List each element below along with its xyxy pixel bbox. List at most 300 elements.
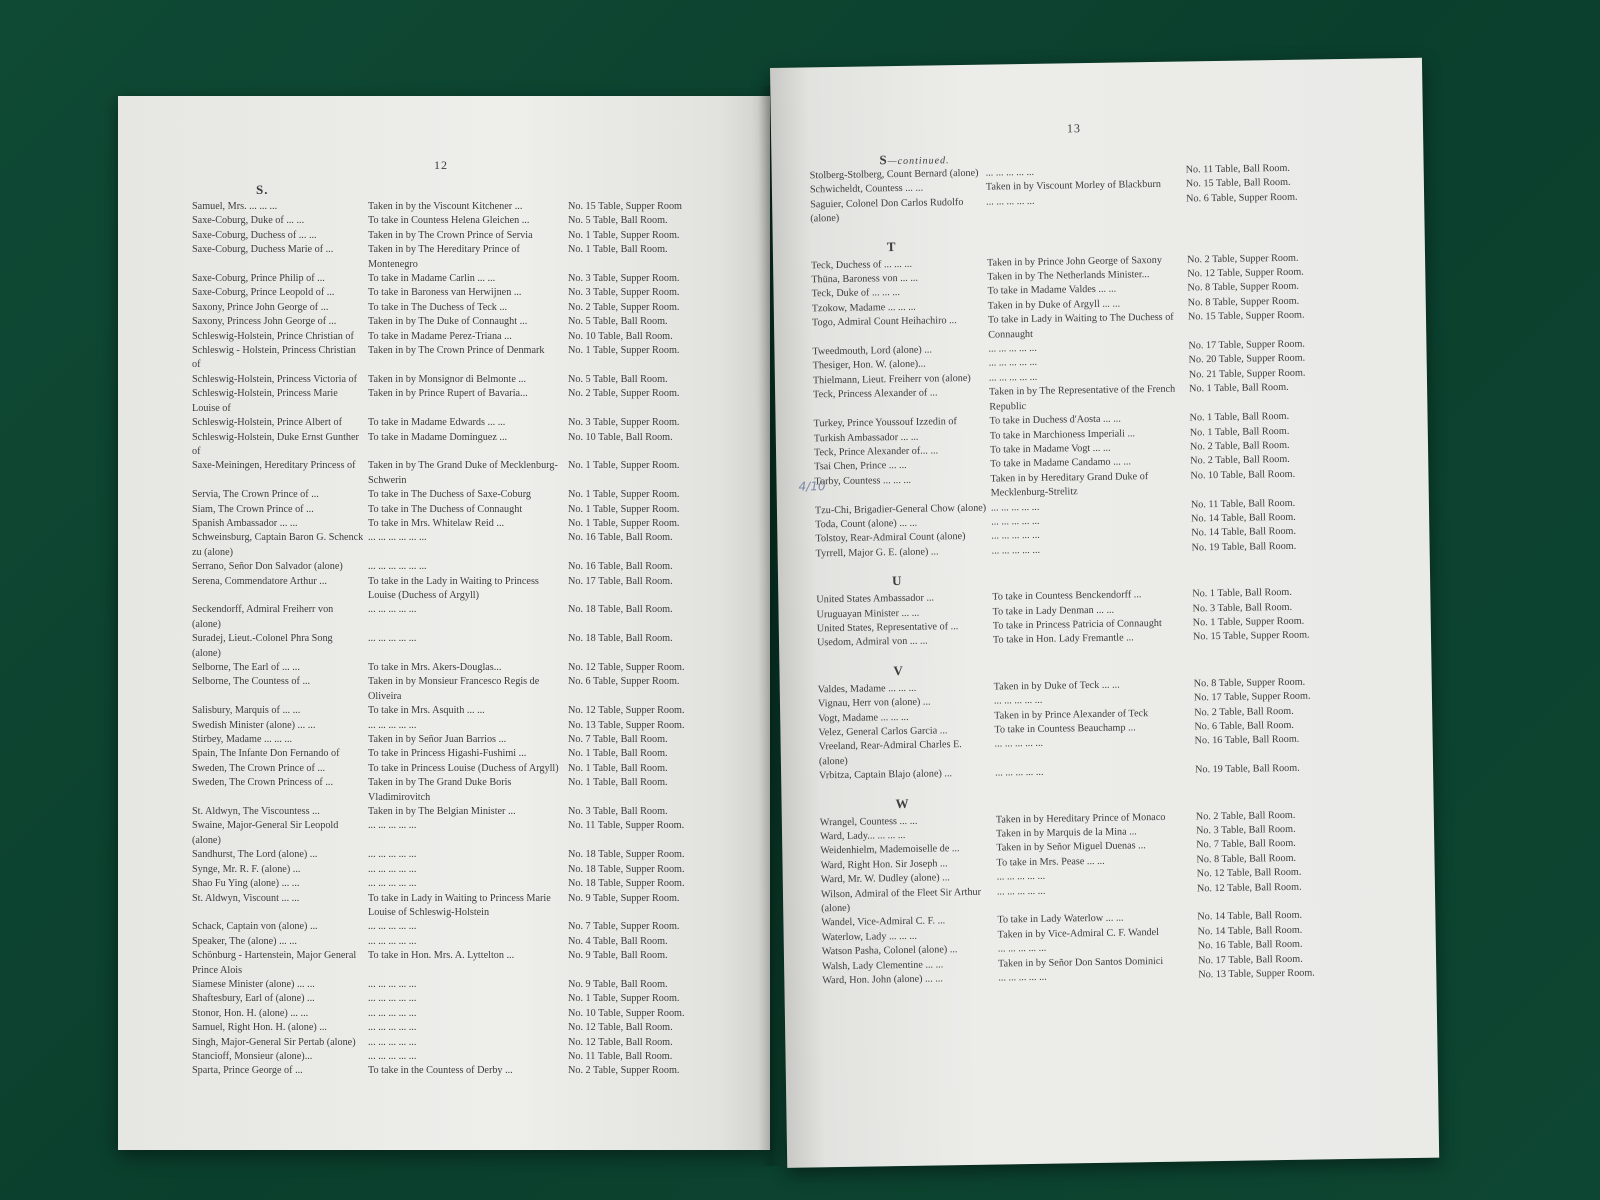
entry-name: Tsai Chen, Prince ... ... [814, 460, 907, 473]
entry-name: Swaine, Major-General Sir Leopold (alone) [192, 820, 339, 846]
entry-partner: To take in Mrs. Whitelaw Reid ... [368, 517, 505, 529]
entry-name: Schleswig-Holstein, Princess Marie Louise of [192, 388, 338, 414]
entry-name: Togo, Admiral Count Heihachiro ... [811, 315, 957, 329]
section-heading-s-continued [879, 151, 949, 168]
entry-partner: Taken in by Monsieur Francesco Regis de Oliveira [368, 676, 540, 702]
entry-partner: ... ... ... ... ... [368, 849, 417, 861]
entry-name: Sparta, Prince George of ... [192, 1065, 303, 1077]
entry-table: No. 6 Table, Ball Room. [1194, 719, 1295, 733]
entry-partner: To take in Mrs. Pease ... ... [996, 855, 1105, 869]
entry-name: Stancioff, Monsieur (alone)... [192, 1050, 313, 1062]
list-item [192, 344, 718, 373]
list-item [192, 776, 718, 805]
entry-partner: ... ... ... ... ... [368, 1050, 417, 1062]
entry-partner: Taken in by Prince Rupert of Bavaria... [368, 388, 528, 400]
list-item [192, 373, 718, 387]
entry-table: No. 12 Table, Ball Room. [1196, 867, 1302, 880]
entry-partner: To take in Lady in Waiting to Princess Marie Louise of Schleswig-Holstein [368, 892, 551, 918]
entry-name: Teck, Duke of ... ... ... [811, 287, 901, 300]
entry-name: Saxe-Coburg, Duke of ... ... [192, 215, 305, 227]
entry-table: No. 8 Table, Ball Room. [1196, 852, 1297, 866]
entry-name: Uruguayan Minister ... ... [816, 607, 920, 620]
entry-table: No. 5 Table, Ball Room. [568, 373, 668, 385]
entry-partner: ... ... ... ... ... [368, 1036, 417, 1048]
entry-partner: To take in Princess Patricia of Connaught [992, 617, 1162, 632]
entry-name: Teck, Princess Alexander of ... [813, 387, 938, 401]
entry-name: Watson Pasha, Colonel (alone) ... [821, 944, 958, 958]
entry-name: Shao Fu Ying (alone) ... ... [192, 878, 300, 890]
entry-name: Selborne, The Earl of ... ... [192, 662, 300, 673]
entry-table: No. 10 Table, Ball Room. [1190, 468, 1296, 482]
entry-partner: ... ... ... ... ... [990, 501, 1040, 514]
list-item [192, 978, 718, 992]
entry-partner: ... ... ... ... ... [993, 694, 1043, 707]
entry-partner: Taken in by The Crown Prince of Denmark [368, 345, 545, 357]
left-entry-list [192, 200, 718, 1079]
entry-table: No. 1 Table, Supper Room. [568, 503, 680, 515]
entry-table: No. 12 Table, Supper Room. [568, 662, 685, 673]
entry-partner: Taken in by Hereditary Grand Duke of Mecklenburg-Strelitz [990, 470, 1149, 499]
entry-partner: ... ... ... ... ... [994, 738, 1044, 750]
entry-table: No. 11 Table, Ball Room. [1190, 497, 1296, 510]
entry-partner: Taken in by Hereditary Prince of Monaco [995, 811, 1166, 826]
entry-partner: Taken in by Vice-Admiral C. F. Wandel [997, 926, 1160, 941]
entry-table: No. 18 Table, Supper Room. [568, 878, 685, 890]
list-item [192, 762, 718, 776]
entry-name: Tzokow, Madame ... ... ... [811, 301, 916, 315]
entry-table: No. 1 Table, Ball Room. [568, 762, 668, 774]
entry-partner: Taken in by Prince John George of Saxony [986, 254, 1162, 269]
entry-partner: To take in Mrs. Asquith ... ... [368, 705, 485, 717]
entry-partner: Taken in by The Crown Prince of Servia [368, 229, 533, 241]
entry-name: St. Aldwyn, The Viscountess ... [192, 806, 320, 818]
entry-partner: Taken in by Señor Don Santos Dominici [998, 955, 1164, 970]
entry-name: Saguier, Colonel Don Carlos Rudolfo (alone) [810, 196, 964, 225]
entry-name: Serena, Commendatore Arthur ... [192, 575, 327, 587]
entry-table: No. 17 Table, Supper Room. [1188, 338, 1306, 352]
entry-name: Selborne, The Countess of ... [192, 676, 311, 688]
entry-name: Tyrrell, Major G. E. (alone) ... [815, 546, 939, 560]
entry-name: Singh, Major-General Sir Pertab (alone) [192, 1036, 356, 1048]
entry-name: Schleswig-Holstein, Prince Christian of [192, 330, 354, 342]
entry-partner: ... ... ... ... ... [985, 166, 1035, 179]
entry-name: Toda, Count (alone) ... ... [815, 517, 918, 531]
entry-name: Saxony, Prince John George of ... [192, 301, 329, 313]
entry-table: No. 1 Table, Supper Room. [1192, 615, 1305, 629]
entry-name: Thielmann, Lieut. Freiherr von (alone) [812, 372, 971, 387]
list-item [192, 1036, 718, 1050]
entry-table: No. 15 Table, Ball Room. [1185, 177, 1291, 190]
entry-name: Wilson, Admiral of the Fleet Sir Arthur (alone) [820, 886, 982, 915]
entry-partner: ... ... ... ... ... [988, 342, 1037, 355]
entry-table: No. 12 Table, Ball Room. [568, 1036, 673, 1048]
entry-partner: Taken in by Duke of Teck ... ... [993, 679, 1120, 693]
entry-partner: To take in The Duchess of Connaught [368, 503, 523, 515]
entry-table: No. 18 Table, Supper Room. [568, 849, 685, 861]
continued-suffix: —continued. [887, 155, 950, 168]
entry-name: Turkish Ambassador ... ... [813, 431, 919, 444]
entry-partner: To take in Hon. Lady Fremantle ... [992, 632, 1134, 646]
entry-name: Weidenhielm, Mademoiselle de ... [820, 843, 960, 857]
entry-table: No. 5 Table, Ball Room. [568, 316, 668, 328]
entry-table: No. 2 Table, Supper Room. [1186, 252, 1299, 266]
entry-partner: To take in Countess Helena Gleichen ... [368, 215, 530, 227]
entry-table: No. 1 Table, Supper Room. [568, 517, 680, 529]
entry-table: No. 5 Table, Ball Room. [568, 215, 668, 227]
entry-table: No. 12 Table, Supper Room. [568, 705, 685, 717]
entry-name: United States Ambassador ... [816, 592, 935, 606]
entry-partner: To take in Lady Denman ... ... [992, 604, 1115, 618]
entry-partner: ... ... ... ... ... [988, 357, 1038, 370]
entry-partner: ... ... ... ... ... [996, 871, 1046, 883]
entry-name: Salisbury, Marquis of ... ... [192, 705, 301, 717]
entry-table: No. 13 Table, Supper Room. [1198, 967, 1315, 981]
entry-table: No. 16 Table, Ball Room. [568, 561, 673, 573]
entry-name: Teck, Duchess of ... ... ... [811, 258, 913, 272]
entry-partner: To take in Mrs. Akers-Douglas... [368, 662, 502, 673]
entry-name: Wandel, Vice-Admiral C. F. ... [821, 915, 946, 929]
entry-name: Sweden, The Crown Princess of ... [192, 777, 334, 789]
entry-name: Speaker, The (alone) ... ... [192, 935, 297, 947]
entry-partner: ... ... ... ... ... [991, 544, 1041, 557]
list-item [192, 848, 718, 862]
list-item [192, 330, 718, 344]
entry-name: Seckendorff, Admiral Freiherr von (alone) [192, 604, 334, 630]
entry-name: Synge, Mr. R. F. (alone) ... [192, 863, 301, 875]
entry-table: No. 1 Table, Ball Room. [568, 748, 668, 760]
entry-table: No. 9 Table, Ball Room. [568, 978, 668, 990]
list-item [192, 675, 718, 704]
entry-partner: To take in Marchioness Imperiali ... [989, 427, 1136, 442]
list-item [192, 892, 718, 921]
entry-name: Sweden, The Crown Prince of ... [192, 762, 326, 774]
entry-name: Samuel, Right Hon. H. (alone) ... [192, 1022, 327, 1034]
entry-partner: To take in Madame Candamo ... ... [990, 456, 1132, 470]
entry-name: Schweinsburg, Captain Baron G. Schenck zu (alone) [192, 532, 364, 558]
entry-partner: Taken in by Señor Juan Barrios ... [368, 734, 507, 746]
entry-table: No. 8 Table, Supper Room. [1187, 295, 1300, 309]
entry-name: Schleswig - Holstein, Princess Christian of [192, 345, 356, 371]
entry-table: No. 1 Table, Supper Room. [568, 345, 680, 357]
entry-partner: ... ... ... ... ... [997, 943, 1047, 955]
entry-table: No. 10 Table, Ball Room. [568, 330, 673, 342]
entry-table: No. 2 Table, Ball Room. [1189, 439, 1290, 453]
entry-name: Saxe-Coburg, Duchess Marie of ... [192, 244, 334, 256]
list-item [192, 920, 718, 934]
list-item [192, 431, 718, 460]
entry-name: Schwicheldt, Countess ... ... [809, 183, 924, 196]
list-item [192, 214, 718, 228]
entry-table: No. 2 Table, Ball Room. [1194, 705, 1294, 719]
entry-table: No. 3 Table, Supper Room. [568, 273, 680, 285]
entry-partner: ... ... ... ... ... [991, 515, 1040, 528]
list-item [192, 301, 718, 315]
list-item [192, 819, 718, 848]
entry-table: No. 18 Table, Supper Room. [568, 863, 685, 875]
entry-name: Siam, The Crown Prince of ... [192, 503, 314, 515]
entry-name: Valdes, Madame ... ... ... [817, 682, 917, 696]
entry-partner: Taken in by Monsignor di Belmonte ... [368, 373, 527, 385]
entry-partner: To take in The Duchess of Teck ... [368, 301, 508, 313]
entry-partner: Taken in by The Netherlands Minister... [987, 269, 1150, 283]
entry-name: Walsh, Lady Clementine ... ... [822, 959, 944, 972]
entry-partner: To take in Lady in Waiting to The Duchess of Connaught [987, 311, 1174, 341]
entry-partner: To take in Countess Benckendorff ... [992, 589, 1142, 603]
entry-table: No. 1 Table, Ball Room. [568, 777, 668, 789]
entry-partner: ... ... ... ... ... [368, 935, 417, 947]
list-item [192, 733, 718, 747]
entry-name: Schleswig-Holstein, Princess Victoria of [192, 373, 358, 385]
entry-name: Thüna, Baroness von ... ... [811, 272, 919, 286]
entry-name: Shaftesbury, Earl of (alone) ... [192, 993, 315, 1005]
entry-partner: Taken in by Duke of Argyll ... ... [987, 298, 1121, 312]
entry-partner: To take in the Countess of Derby ... [368, 1065, 513, 1077]
entry-table: No. 3 Table, Ball Room. [1192, 601, 1293, 614]
entry-table: No. 14 Table, Ball Room. [1191, 511, 1296, 525]
entry-table: No. 2 Table, Ball Room. [1195, 809, 1296, 823]
entry-table: No. 2 Table, Supper Room. [568, 301, 680, 313]
entry-partner: Taken in by Señor Miguel Duenas ... [996, 840, 1146, 854]
entry-name: Spain, The Infante Don Fernando of [192, 748, 340, 760]
entry-table: No. 15 Table, Supper Room. [1187, 309, 1305, 323]
entry-name: Saxe-Meiningen, Hereditary Princess of [192, 460, 356, 472]
entry-table: No. 19 Table, Ball Room. [1194, 762, 1300, 776]
list-item [192, 200, 718, 214]
entry-partner: ... ... ... ... ... [996, 885, 1046, 898]
entry-name: Tolstoy, Rear-Admiral Count (alone) [815, 531, 966, 545]
entry-partner: ... ... ... ... ... [368, 719, 417, 731]
list-item [192, 503, 718, 517]
list-item [192, 992, 718, 1006]
entry-name: Usedom, Admiral von ... ... [816, 635, 928, 649]
list-item [192, 632, 718, 661]
entry-table: No. 6 Table, Supper Room. [1186, 191, 1298, 205]
list-item [192, 1021, 718, 1035]
entry-table: No. 1 Table, Supper Room. [568, 460, 680, 472]
entry-partner: To take in the Lady in Waiting to Princess Louise (Duchess of Argyll) [368, 575, 539, 601]
entry-partner: ... ... ... ... ... [368, 863, 417, 875]
entry-name: Velez, General Carlos Garcia ... [818, 725, 948, 739]
list-item [192, 863, 718, 877]
entry-table: No. 14 Table, Ball Room. [1197, 924, 1303, 938]
entry-name: Servia, The Crown Prince of ... [192, 489, 319, 501]
entry-table: No. 11 Table, Supper Room. [568, 820, 685, 832]
section-heading: T [886, 238, 896, 254]
entry-name: Stolberg-Stolberg, Count Bernard (alone) [809, 167, 979, 182]
entry-partner: ... ... ... ... ... ... [368, 561, 427, 573]
entry-table: No. 7 Table, Ball Room. [1196, 838, 1296, 851]
entry-partner: To take in Hon. Mrs. A. Lyttelton ... [368, 950, 515, 962]
entry-partner: Taken in by the Viscount Kitchener ... [368, 201, 523, 212]
list-item [192, 661, 718, 675]
entry-name: Suradej, Lieut.-Colonel Phra Song (alone) [192, 633, 333, 659]
entry-table: No. 16 Table, Ball Room. [1197, 939, 1303, 952]
entry-name: Samuel, Mrs. ... ... ... [192, 201, 278, 212]
section-heading: W [895, 795, 909, 811]
entry-partner: ... ... ... ... ... [368, 1022, 417, 1034]
entry-table: No. 2 Table, Supper Room. [568, 388, 680, 400]
entry-table: No. 12 Table, Supper Room. [1187, 266, 1304, 280]
entry-partner: ... ... ... ... ... [368, 993, 417, 1005]
entry-table: No. 16 Table, Ball Room. [568, 532, 673, 544]
list-item [192, 935, 718, 949]
entry-table: No. 1 Table, Supper Room. [568, 229, 680, 241]
entry-partner: To take in Duchess d'Aosta ... ... [989, 413, 1121, 427]
entry-partner: ... ... ... ... ... [368, 978, 417, 990]
entry-partner: To take in Princess Louise (Duchess of Argyll) [368, 762, 559, 774]
entry-table: No. 9 Table, Ball Room. [568, 950, 668, 962]
entry-table: No. 14 Table, Ball Room. [1191, 526, 1297, 539]
entry-partner: To take in Countess Beauchamp ... [994, 722, 1136, 736]
entry-partner: Taken in by Marquis de la Mina ... [995, 826, 1137, 840]
entry-partner: Taken in by The Grand Duke Boris Vladimirovitch [368, 777, 512, 803]
entry-partner: ... ... ... ... ... [368, 1007, 417, 1019]
list-item [192, 488, 718, 502]
entry-table: No. 10 Table, Supper Room. [568, 1007, 685, 1019]
entry-table: No. 15 Table, Supper Room. [1192, 629, 1310, 643]
entry-table: No. 1 Table, Supper Room. [568, 993, 680, 1005]
entry-table: No. 3 Table, Supper Room. [568, 287, 680, 299]
entry-name: Siamese Minister (alone) ... ... [192, 978, 315, 990]
entry-table: No. 13 Table, Supper Room. [568, 719, 685, 731]
entry-name: Wrangel, Countess ... ... [819, 815, 918, 828]
entry-name: Saxe-Coburg, Duchess of ... ... [192, 229, 317, 241]
entry-partner: Taken in by The Belgian Minister ... [368, 806, 516, 818]
section-heading: V [893, 662, 903, 678]
entry-table: No. 11 Table, Ball Room. [568, 1050, 673, 1062]
list-item [192, 603, 718, 632]
entry-name: Tweedmouth, Lord (alone) ... [812, 344, 933, 358]
list-item [192, 229, 718, 243]
entry-name: Stonor, Hon. H. (alone) ... ... [192, 1007, 309, 1019]
list-item [192, 877, 718, 891]
pencil-annotation: 4/10 [798, 479, 826, 494]
entry-table: No. 1 Table, Ball Room. [1189, 382, 1289, 395]
continued-letter: S [879, 152, 888, 168]
entry-partner: To take in Madame Carlin ... ... [368, 273, 496, 285]
entry-table: No. 8 Table, Supper Room. [1187, 281, 1300, 294]
entry-partner: To take in Madame Dominguez ... [368, 431, 508, 443]
entry-partner: Taken in by The Duke of Connaught ... [368, 316, 528, 328]
entry-name: Ward, Hon. John (alone) ... ... [822, 973, 943, 987]
entry-name: Vignau, Herr von (alone) ... [817, 696, 931, 710]
entry-table: No. 17 Table, Ball Room. [568, 575, 673, 587]
entry-table: No. 3 Table, Supper Room. [568, 417, 680, 429]
entry-table: No. 1 Table, Supper Room. [568, 489, 680, 501]
entry-table: No. 9 Table, Supper Room. [568, 892, 680, 904]
entry-table: No. 12 Table, Ball Room. [568, 1022, 673, 1034]
section-heading-s: S. [256, 182, 269, 197]
list-item [192, 272, 718, 286]
entry-table: No. 21 Table, Supper Room. [1188, 367, 1306, 381]
entry-partner: To take in Madame Perez-Triana ... [368, 330, 512, 342]
entry-partner: ... ... ... ... ... [368, 878, 417, 890]
list-item [192, 315, 718, 329]
section-heading: U [891, 573, 902, 589]
entry-name: St. Aldwyn, Viscount ... ... [192, 892, 300, 904]
entry-table: No. 2 Table, Ball Room. [1190, 454, 1290, 467]
entry-table: No. 7 Table, Supper Room. [568, 921, 680, 933]
entry-table: No. 1 Table, Ball Room. [1192, 587, 1292, 600]
entry-table: No. 2 Table, Supper Room. [568, 1065, 680, 1077]
list-item [192, 517, 718, 531]
list-item [192, 719, 718, 733]
entry-partner: ... ... ... ... ... [998, 971, 1047, 984]
entry-name: Spanish Ambassador ... ... [192, 517, 298, 529]
entry-name: Ward, Right Hon. Sir Joseph ... [820, 858, 948, 872]
list-item [192, 416, 718, 430]
left-page [118, 96, 770, 1150]
entry-table: No. 17 Table, Ball Room. [1197, 953, 1303, 967]
entry-partner: To take in The Duchess of Saxe-Coburg [368, 489, 532, 501]
entry-partner: ... ... ... ... ... [368, 921, 417, 933]
entry-table: No. 3 Table, Ball Room. [1195, 823, 1296, 837]
entry-name: Vreeland, Rear-Admiral Charles E. (alone) [818, 739, 962, 768]
entry-name: Schleswig-Holstein, Duke Ernst Gunther of [192, 431, 359, 457]
entry-name: Swedish Minister (alone) ... ... [192, 719, 316, 731]
entry-partner: ... ... ... ... ... [988, 371, 1038, 384]
entry-name: United States, Representative of ... [816, 621, 959, 635]
entry-name: Vrbitza, Captain Blajo (alone) ... [819, 768, 953, 782]
entry-table: No. 15 Table, Supper Room [568, 201, 682, 212]
entry-name: Turkey, Prince Youssouf Izzedin of [813, 416, 957, 430]
entry-partner: To take in Madame Vogt ... ... [989, 442, 1111, 456]
entry-table: No. 14 Table, Ball Room. [1197, 910, 1303, 923]
right-page [770, 58, 1439, 1168]
entry-name: Torby, Countess ... ... ... [814, 474, 912, 488]
list-item [192, 704, 718, 718]
right-entry-list [810, 161, 1349, 989]
entry-table: No. 8 Table, Supper Room. [1193, 676, 1306, 690]
list-item [192, 575, 718, 604]
entry-name: Serrano, Señor Don Salvador (alone) [192, 561, 343, 573]
entry-table: No. 10 Table, Ball Room. [568, 431, 673, 443]
entry-partner: ... ... ... ... ... [368, 604, 417, 616]
entry-table: No. 4 Table, Ball Room. [568, 935, 668, 947]
list-item [192, 747, 718, 761]
entry-partner: Taken in by The Hereditary Prince of Montenegro [368, 244, 520, 270]
entry-partner: ... ... ... ... ... [368, 820, 417, 832]
page-number-left: 12 [434, 158, 448, 172]
list-item [192, 387, 718, 416]
entry-name: Ward, Lady... ... ... ... [819, 829, 906, 843]
entry-partner: Taken in by Prince Alexander of Teck [994, 707, 1149, 722]
list-item [192, 531, 718, 560]
entry-table: No. 7 Table, Ball Room. [568, 734, 668, 746]
entry-partner: To take in Princess Higashi-Fushimi ... [368, 748, 527, 760]
entry-partner: Taken in by The Representative of the French Republic [989, 383, 1176, 413]
entry-name: Ward, Mr. W. Dudley (alone) ... [820, 872, 950, 886]
list-item [192, 1064, 718, 1078]
entry-partner: To take in Lady Waterlow ... ... [997, 913, 1124, 927]
page-number-right: 13 [1066, 121, 1082, 136]
entry-name: Schönburg - Hartenstein, Major General Prince Alois [192, 950, 357, 976]
entry-name: Schleswig-Holstein, Prince Albert of [192, 417, 342, 429]
entry-name: Sandhurst, The Lord (alone) ... [192, 849, 318, 861]
entry-name: Saxe-Coburg, Prince Philip of ... [192, 273, 325, 285]
entry-name: Saxony, Princess John George of ... [192, 316, 337, 328]
entry-partner: ... ... ... ... ... [991, 530, 1040, 542]
list-item [192, 243, 718, 272]
entry-name: Waterlow, Lady ... ... ... [821, 930, 918, 944]
entry-table: No. 16 Table, Ball Room. [1194, 734, 1300, 747]
entry-partner: ... ... ... ... ... ... [368, 532, 427, 544]
entry-partner: ... ... ... ... ... [995, 767, 1044, 779]
entry-table: No. 18 Table, Ball Room. [568, 633, 673, 645]
list-item [192, 1050, 718, 1064]
entry-name: Vogt, Madame ... ... ... [818, 711, 909, 724]
list-item [192, 286, 718, 300]
